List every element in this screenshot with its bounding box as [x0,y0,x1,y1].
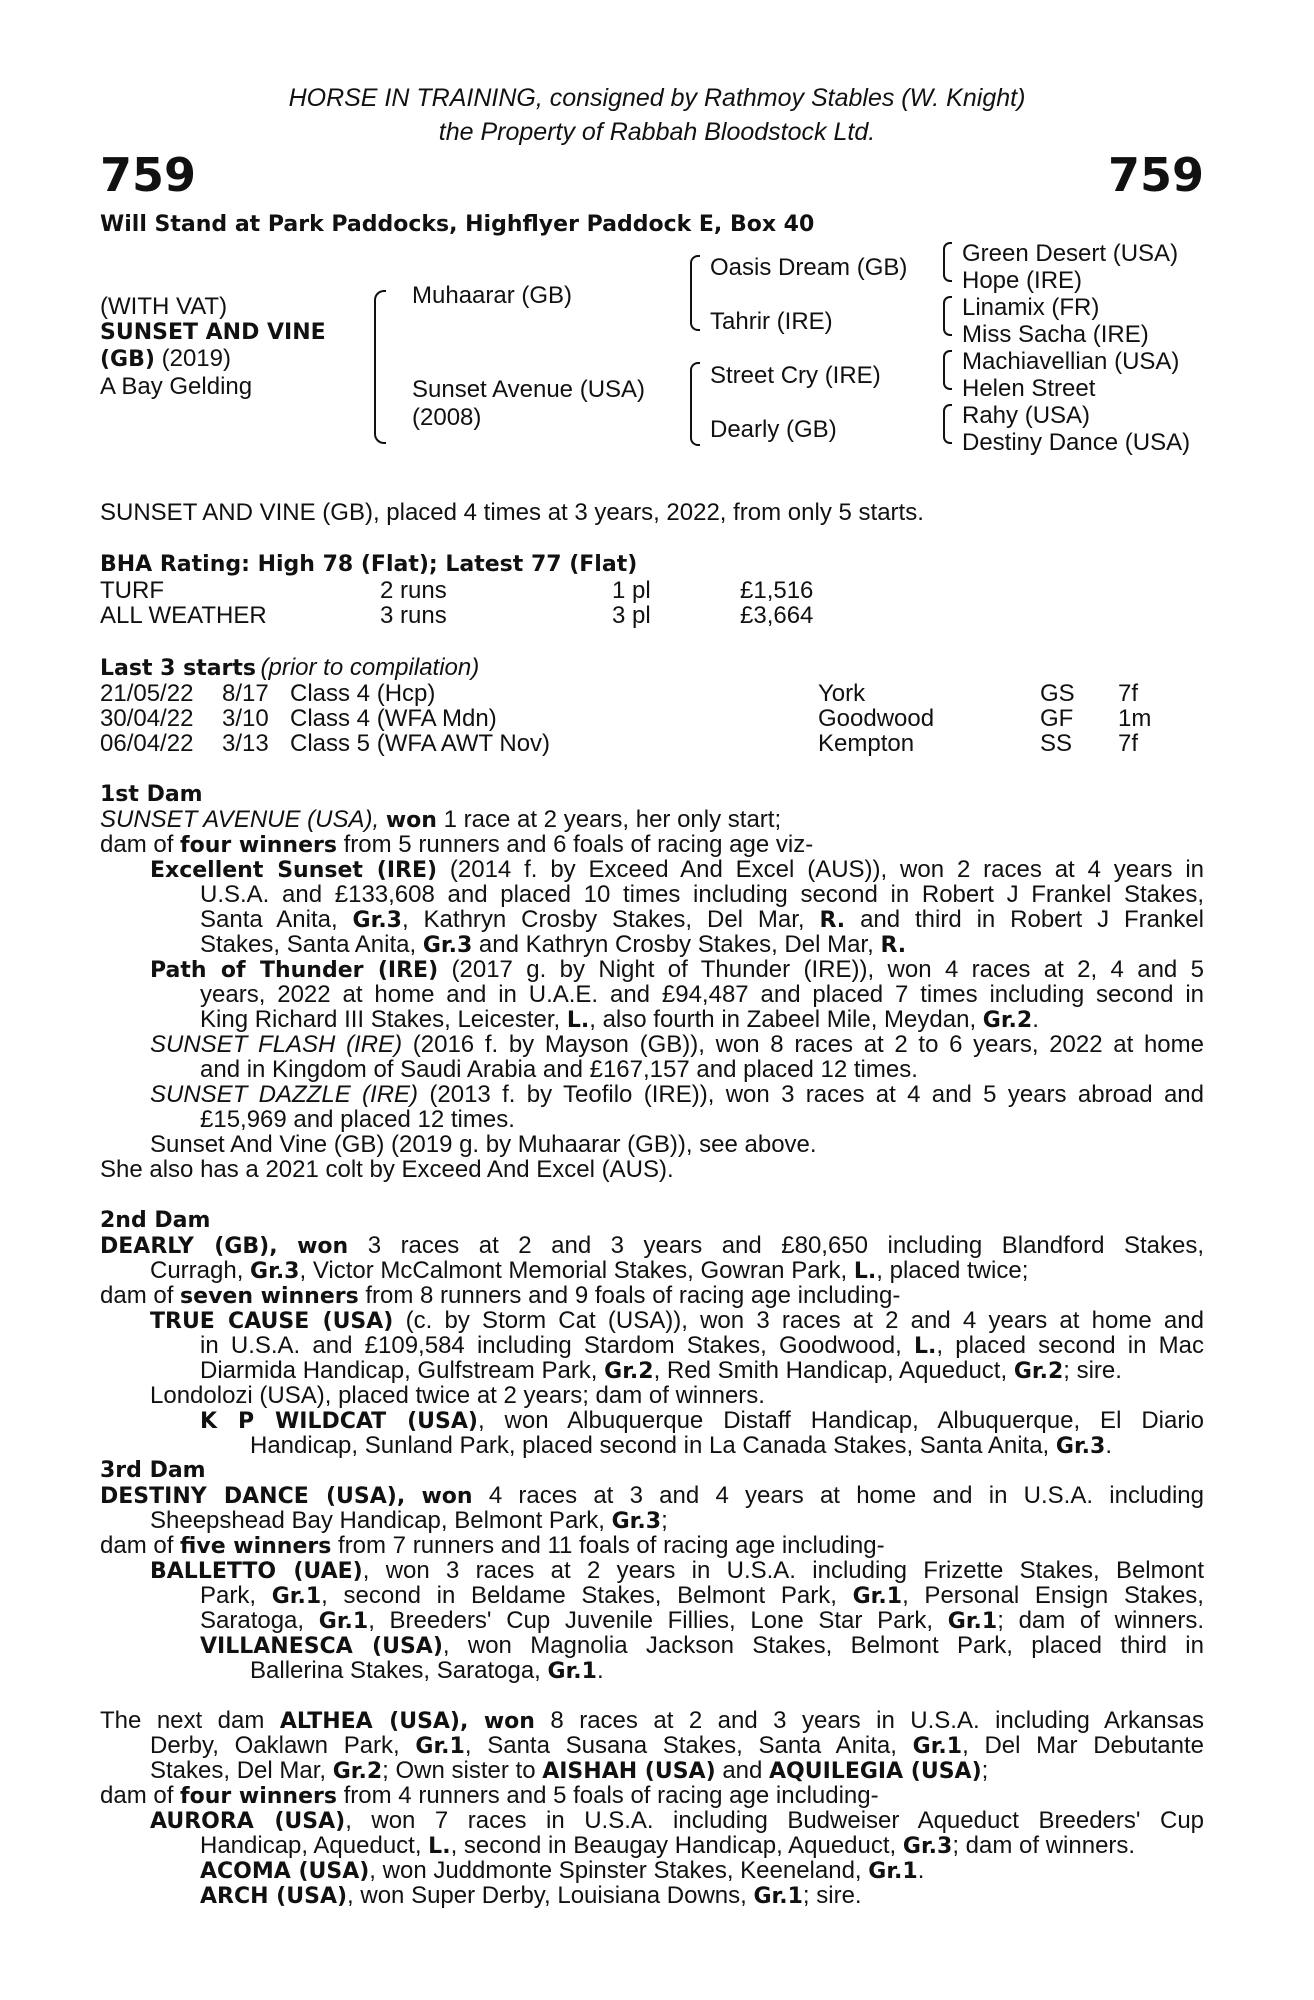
pedigree-brace-g2 [943,296,952,336]
start-date: 06/04/22 [100,730,194,757]
produce-entry: in U.S.A. and £109,584 including Stardom Stakes, Goodwood, L., placed second in Mac [200,1332,1204,1359]
rating-row-runs: 3 runs [380,602,447,629]
pedigree-dam: Sunset Avenue (USA) [412,376,646,403]
rating-row-runs: 2 runs [380,577,447,604]
last-starts-title: Last 3 starts [100,656,257,681]
produce-entry: Londolozi (USA), placed twice at 2 years; dam of winners. [150,1382,765,1409]
horse-origin: (GB) [100,347,155,372]
produce-entry: SUNSET FLASH (IRE) (2016 f. by Mayson (GB)), won 8 races at 2 to 6 years, 2022 at home [150,1031,1204,1058]
rating-row-placed: 1 pl [612,577,651,604]
dam2-line: dam of seven winners from 8 runners and 9 foals of racing age including- [100,1282,901,1309]
pedigree-gen4: Linamix (FR) [962,294,1100,321]
dam2-title: 2nd Dam [100,1208,211,1233]
pedigree-dam-year: (2008) [412,404,482,431]
produce-entry: AURORA (USA), won 7 races in U.S.A. including Budweiser Aqueduct Breeders' Cup [150,1807,1205,1834]
pedigree-brace-main [374,290,386,444]
vat-label: (WITH VAT) [100,293,228,320]
produce-entry: Excellent Sunset (IRE) (2014 f. by Exceed And Excel (AUS)), won 2 races at 4 years in [150,856,1204,883]
start-date: 30/04/22 [100,705,194,732]
produce-entry: Sunset And Vine (GB) (2019 g. by Muhaarar (GB)), see above. [150,1131,817,1158]
pedigree-gen4: Rahy (USA) [962,402,1091,429]
produce-entry: ACOMA (USA), won Juddmonte Spinster Stakes, Keeneland, Gr.1. [200,1857,925,1884]
horse-name: SUNSET AND VINE [100,320,326,345]
horse-year: (2019) [161,345,231,372]
dam3-line: Sheepshead Bay Handicap, Belmont Park, Gr.3; [150,1507,668,1534]
horse-description: A Bay Gelding [100,373,253,400]
start-position: 8/17 [222,680,269,707]
produce-entry: U.S.A. and £133,608 and placed 10 times including second in Robert J Frankel Stakes, [200,881,1204,908]
pedigree-gen3: Dearly (GB) [710,416,837,443]
start-position: 3/10 [222,705,269,732]
next-dam-line: dam of four winners from 4 runners and 5 foals of racing age including- [100,1782,879,1809]
pedigree-brace-dam [690,362,700,446]
dam3-line: DESTINY DANCE (USA), won 4 races at 3 and 4 years at home and in U.S.A. including [100,1482,1204,1509]
pedigree-gen4: Helen Street [962,375,1096,402]
produce-entry: Handicap, Aqueduct, L., second in Beaugay Handicap, Aqueduct, Gr.3; dam of winners. [200,1832,1136,1859]
start-position: 3/13 [222,730,269,757]
dam3-line: dam of five winners from 7 runners and 11 foals of racing age including- [100,1532,885,1559]
produce-entry: Santa Anita, Gr.3, Kathryn Crosby Stakes, Del Mar, R. and third in Robert J Frankel [200,906,1204,933]
pedigree-sire: Muhaarar (GB) [412,282,573,309]
start-date: 21/05/22 [100,680,194,707]
dam2-line: DEARLY (GB), won 3 races at 2 and 3 years and £80,650 including Blandford Stakes, [100,1232,1205,1259]
lot-number-right: 759 [1107,148,1204,202]
next-dam-line: Derby, Oaklawn Park, Gr.1, Santa Susana Stakes, Santa Anita, Gr.1, Del Mar Debutante [150,1732,1204,1759]
pedigree-gen4: Green Desert (USA) [962,240,1179,267]
produce-entry: VILLANESCA (USA), won Magnolia Jackson Stakes, Belmont Park, placed third in [200,1632,1204,1659]
dam1-line: dam of four winners from 5 runners and 6 foals of racing age viz- [100,831,814,858]
stand-location: Will Stand at Park Paddocks, Highflyer Paddock E, Box 40 [100,212,815,237]
dam3-title: 3rd Dam [100,1458,206,1483]
start-going: SS [1040,730,1073,757]
produce-entry: SUNSET DAZZLE (IRE) (2013 f. by Teofilo (IRE)), won 3 races at 4 and 5 years abroad and [150,1081,1204,1108]
produce-entry: Saratoga, Gr.1, Breeders' Cup Juvenile Fillies, Lone Star Park, Gr.1; dam of winners. [200,1607,1204,1634]
bha-rating-title: BHA Rating: High 78 (Flat); Latest 77 (Flat) [100,552,638,577]
pedigree-brace-g1 [943,242,952,282]
start-distance: 1m [1118,705,1152,732]
rating-row-surface: TURF [100,577,164,604]
start-course: York [818,680,866,707]
pedigree-brace-sire [690,255,700,331]
produce-entry: Diarmida Handicap, Gulfstream Park, Gr.2, Red Smith Handicap, Aqueduct, Gr.2; sire. [200,1357,1122,1384]
produce-entry: King Richard III Stakes, Leicester, L., also fourth in Zabeel Mile, Meydan, Gr.2. [200,1006,1039,1033]
dam1-title: 1st Dam [100,782,203,807]
produce-entry: £15,969 and placed 12 times. [200,1106,515,1133]
rating-row-earnings: £1,516 [740,577,814,604]
pedigree-brace-g4 [943,404,952,444]
dam2-line: Curragh, Gr.3, Victor McCalmont Memorial Stakes, Gowran Park, L., placed twice; [150,1257,1029,1284]
start-race: Class 4 (Hcp) [290,680,436,707]
produce-entry: TRUE CAUSE (USA) (c. by Storm Cat (USA)), won 3 races at 2 and 4 years at home and [150,1307,1204,1334]
produce-entry: BALLETTO (UAE), won 3 races at 2 years in U.S.A. including Frizette Stakes, Belmont [150,1557,1204,1584]
dam1-line: SUNSET AVENUE (USA), won 1 race at 2 years, her only start; [100,806,782,833]
rating-row-surface: ALL WEATHER [100,602,267,629]
produce-entry: Stakes, Santa Anita, Gr.3 and Kathryn Crosby Stakes, Del Mar, R. [200,931,907,958]
rating-row-placed: 3 pl [612,602,651,629]
lot-number-left: 759 [100,148,197,202]
produce-entry: years, 2022 at home and in U.A.E. and £94,487 and placed 7 times including second in [200,981,1204,1008]
start-going: GF [1040,705,1074,732]
start-course: Goodwood [818,705,935,732]
rating-row-earnings: £3,664 [740,602,814,629]
produce-entry: Ballerina Stakes, Saratoga, Gr.1. [250,1657,604,1684]
produce-entry: ARCH (USA), won Super Derby, Louisiana Downs, Gr.1; sire. [200,1882,862,1909]
pedigree-gen4: Destiny Dance (USA) [962,429,1191,456]
produce-note: She also has a 2021 colt by Exceed And Excel (AUS). [100,1156,674,1183]
next-dam-line: Stakes, Del Mar, Gr.2; Own sister to AISHAH (USA) and AQUILEGIA (USA); [150,1757,989,1784]
produce-entry: Path of Thunder (IRE) (2017 g. by Night of Thunder (IRE)), won 4 races at 2, 4 and 5 [150,956,1205,983]
pedigree-gen4: Machiavellian (USA) [962,348,1180,375]
pedigree-brace-g3 [943,350,952,390]
consignor-line: HORSE IN TRAINING, consigned by Rathmoy Stables (W. Knight) [288,84,1026,112]
property-line: the Property of Rabbah Bloodstock Ltd. [438,118,876,146]
horse-origin-year [100,346,231,373]
last-starts-note: (prior to compilation) [260,654,480,681]
summary-line: SUNSET AND VINE (GB), placed 4 times at 3 years, 2022, from only 5 starts. [100,499,924,526]
start-distance: 7f [1118,730,1139,757]
last-starts-heading [100,655,479,681]
start-going: GS [1040,680,1075,707]
pedigree-gen3: Oasis Dream (GB) [710,254,908,281]
pedigree-gen4: Hope (IRE) [962,267,1083,294]
start-race: Class 5 (WFA AWT Nov) [290,730,551,757]
produce-entry: Park, Gr.1, second in Beldame Stakes, Belmont Park, Gr.1, Personal Ensign Stakes, [200,1582,1204,1609]
start-distance: 7f [1118,680,1139,707]
produce-entry: and in Kingdom of Saudi Arabia and £167,157 and placed 12 times. [200,1056,918,1083]
pedigree-gen3: Street Cry (IRE) [710,362,881,389]
produce-entry: K P WILDCAT (USA), won Albuquerque Distaff Handicap, Albuquerque, El Diario [200,1407,1204,1434]
start-course: Kempton [818,730,915,757]
produce-entry: Handicap, Sunland Park, placed second in La Canada Stakes, Santa Anita, Gr.3. [250,1432,1112,1459]
next-dam-line: The next dam ALTHEA (USA), won 8 races at 2 and 3 years in U.S.A. including Arkansas [100,1707,1205,1734]
pedigree-gen4: Miss Sacha (IRE) [962,321,1149,348]
pedigree-gen3: Tahrir (IRE) [710,308,833,335]
start-race: Class 4 (WFA Mdn) [290,705,497,732]
